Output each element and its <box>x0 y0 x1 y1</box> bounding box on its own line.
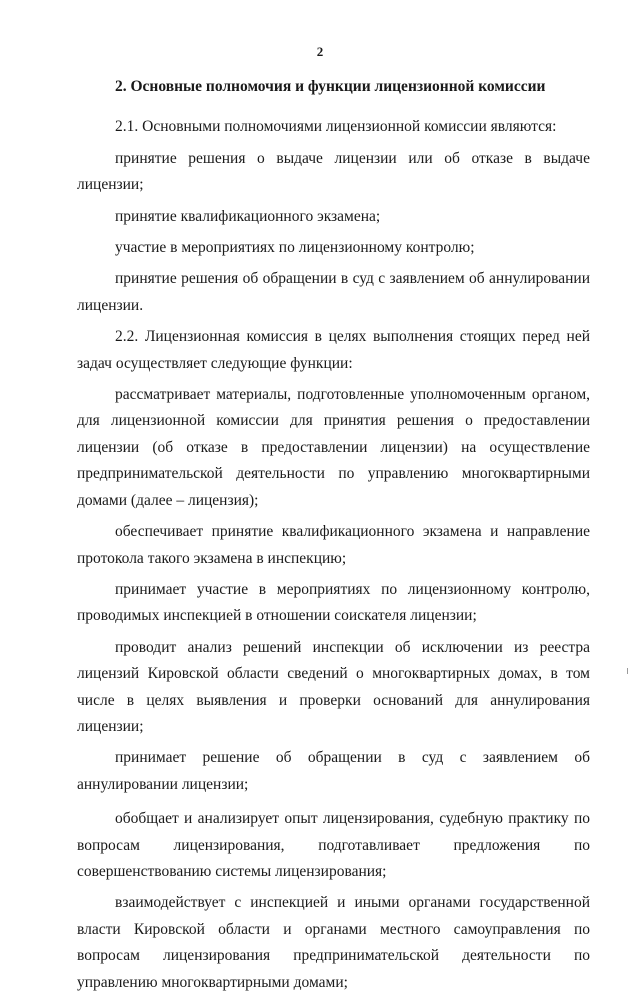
paragraph-review-materials: рассматривает материалы, подготовленные уполномоченным органом, для лицензионной комиссии для принятия решения о предоставлении лицензии (об отказе в предоставлении лицензии) на осуществление предпринимательской деятельности по управлению многоквартирными домами (далее – лицензия); <box>77 386 590 509</box>
paragraph-court-decision: принятие решения об обращении в суд с заявлением об аннулировании лицензии. <box>77 270 590 314</box>
section-heading: 2. Основные полномочия и функции лицензионной комиссии <box>115 78 546 95</box>
paragraph-2-2: 2.2. Лицензионная комиссия в целях выполнения стоящих перед ней задач осуществляет следующие функции: <box>77 328 590 372</box>
paragraph-participation: принимает участие в мероприятиях по лицензионному контролю, проводимых инспекцией в отношении соискателя лицензии; <box>77 580 590 625</box>
paragraph-generalizes: обобщает и анализирует опыт лицензирования, судебную практику по вопросам лицензирования, подготавливает предложения по совершенствованию системы лицензирования; <box>77 810 590 880</box>
paragraph-court-appeal: принимает решение об обращении в суд с заявлением об аннулировании лицензии; <box>77 749 590 793</box>
paragraph-license-decision: принятие решения о выдаче лицензии или об отказе в выдаче лицензии; <box>77 149 590 194</box>
paragraph-exam: принятие квалификационного экзамена; <box>115 207 381 225</box>
document-body <box>77 74 590 996</box>
paragraph-control: участие в мероприятиях по лицензионному контролю; <box>115 239 475 257</box>
paragraph-interaction: взаимодействует с инспекцией и иными органами государственной власти Кировской области и органами местного самоуправления по вопросам лицензирования предпринимательской деятельности по управлению многоквартирными домами; <box>77 894 590 991</box>
page-number: 2 <box>316 44 324 59</box>
paragraph-2-1: 2.1. Основными полномочиями лицензионной комиссии являются: <box>115 118 557 136</box>
scan-mark <box>627 668 628 674</box>
paragraph-analysis: проводит анализ решений инспекции об исключении из реестра лицензий Кировской области сведений о многоквартирных домах, в том числе в целях выявления и проверки оснований для аннулирования лицензии; <box>77 638 590 735</box>
paragraph-exam-protocol: обеспечивает принятие квалификационного экзамена и направление протокола такого экзамена в инспекцию; <box>77 523 590 567</box>
